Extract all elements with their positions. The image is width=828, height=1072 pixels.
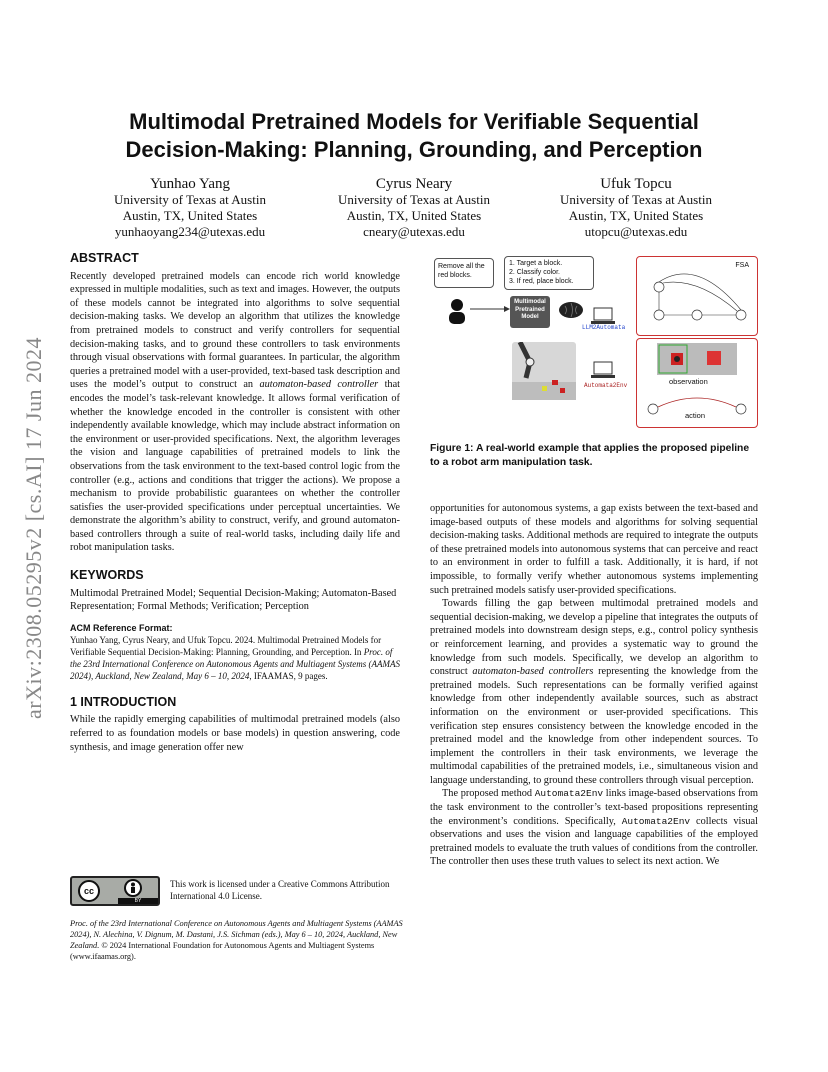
fsa-label: FSA bbox=[735, 262, 749, 269]
right-paragraph-2: Towards filling the gap between multimodal pretrained models and sequential decision-making, we develop a pipeline that integrates the outputs of pretrained models into downstream design steps, e.g., control policy synthesis or reinforcement learning, and provides a systematic way to ground the knowledge from such models. Specifically, we develop an algorithm to construct automaton-based controllers representing the knowledge from the pretrained models. Such representations can be formally verified against knowledge from other independently available sources, such as abstract information on the environment or user-provided specifications. This verification step ensures consistency between the knowledge encoded in the pretrained model and the knowledge from other independent sources. To implement the controllers in their task environments, we leverage the multimodal capabilities of the pretrained models, i.e., simultaneous vision and language understanding, to ground these controllers through visual perception. bbox=[430, 598, 758, 786]
author-block-2 bbox=[294, 176, 534, 240]
right-paragraph-3: The proposed method Automata2Env links image-based observations from the task environment to the controller’s text-based propositions representing the environment’s conditions. Specifically, Automata2Env collects visual observations and uses the vision and language capabilities of the employed pretrained models to evaluate the truth values of conditions from the controller. The controller then uses these truth values to select its next action. We bbox=[430, 788, 758, 868]
author-location: Austin, TX, United States bbox=[568, 208, 704, 223]
attribution-person-icon bbox=[124, 879, 142, 897]
author-name: Yunhao Yang bbox=[149, 176, 230, 192]
step-item: 2. Classify color. bbox=[509, 269, 560, 276]
laptop-icon bbox=[590, 306, 616, 326]
robot-arm-photo bbox=[512, 342, 576, 400]
abstract-heading: ABSTRACT bbox=[70, 251, 139, 265]
license-text: This work is licensed under a Creative Commons Attribution International 4.0 License. bbox=[170, 879, 390, 901]
acm-heading: ACM Reference Format: bbox=[70, 622, 173, 633]
cc-icon: cc bbox=[78, 880, 100, 902]
acm-reference bbox=[70, 622, 400, 682]
arxiv-stamp bbox=[14, 300, 54, 760]
author-affiliation: University of Texas at Austin bbox=[114, 192, 266, 207]
author-name: Cyrus Neary bbox=[375, 176, 453, 192]
fsa-box bbox=[636, 256, 758, 336]
left-column bbox=[70, 252, 400, 754]
author-affiliation: University of Texas at Austin bbox=[560, 192, 712, 207]
step-item: 3. If red, place block. bbox=[509, 278, 574, 285]
cc-by-badge[interactable] bbox=[70, 876, 160, 906]
right-column bbox=[430, 502, 758, 869]
user-prompt-bubble bbox=[434, 258, 494, 288]
llm-to-automata-label: LLM2Automata bbox=[582, 324, 626, 331]
intro-heading: 1 INTRODUCTION bbox=[70, 694, 177, 709]
keywords-heading: KEYWORDS bbox=[70, 568, 144, 583]
steps-bubble bbox=[504, 256, 594, 290]
observation-box bbox=[636, 338, 758, 428]
abstract-text: Recently developed pretrained models can encode rich world knowledge expressed in multiple modalities, such as text and images. However, the outputs of these models cannot be integrated into algorithms to solve sequential decision-making tasks. We develop an algorithm that utilizes the knowledge from pretrained models to construct and verify controllers for sequential decision-making tasks, and to ground these controllers to task environments through visual observations with formal guarantees. In particular, the algorithm queries a pretrained model with a user-provided, text-based task description and uses the model’s output to construct an automaton-based controller that encodes the model’s task-relevant knowledge. It allows formal verification of whether the knowledge encoded in the controller is consistent with other independently available knowledge, which may include abstract information on the environment or user-provided specifications. Next, the algorithm leverages the vision and language capabilities of pretrained models to link the observations from the task environment to the text-based control logic from the controller (e.g., actions and conditions that trigger the actions). We propose a mechanism to provide probabilistic guarantees on whether the controller satisfies the user-provided specifications under perceptual uncertainties. We demonstrate the algorithm’s ability to construct, verify, and ground automaton-based controllers through a suite of real-world tasks, including daily life and robot manipulation tasks. bbox=[70, 270, 401, 554]
acm-text: Yunhao Yang, Cyrus Neary, and Ufuk Topcu. 2024. Multimodal Pretrained Models for Verifiable Sequential Decision-Making: Planning, Grounding, and Perception. In Proc. of the 23rd International Conference on Autonomous Agents and Multiagent Systems (AAMAS 2024), Auckland, New Zealand, May 6 – 10, 2024, IFAAMAS, 9 pages. bbox=[70, 634, 400, 681]
title-line-1: Multimodal Pretrained Models for Verifiable Sequential bbox=[129, 109, 699, 134]
author-location: Austin, TX, United States bbox=[346, 208, 482, 223]
keywords-text: Multimodal Pretrained Model; Sequential Decision-Making; Automaton-Based Representation; Formal Methods; Verification; Perception bbox=[70, 587, 397, 613]
brain-icon bbox=[558, 300, 584, 320]
author-email[interactable]: yunhaoyang234@utexas.edu bbox=[114, 224, 266, 239]
right-paragraph-1: opportunities for autonomous systems, a gap exists between the text-based and image-based outputs of these models and algorithms for solving sequential decision-making tasks. Additional methods are required to integrate the outputs of these pretrained models into autonomous systems that can perceive and react to an environment in order to fulfill a task. Additionally, it is hard, if not impossible, to formally verify whether autonomous systems implementing such pretrained models satisfy user-provided specifications. bbox=[430, 503, 758, 596]
arrow-to-model bbox=[470, 304, 510, 314]
author-email[interactable]: utopcu@utexas.edu bbox=[584, 224, 688, 239]
by-label: BY bbox=[118, 898, 158, 904]
figure-caption: Figure 1: A real-world example that applies the proposed pipeline to a robot arm manipulation task. bbox=[430, 443, 750, 468]
author-email[interactable]: cneary@utexas.edu bbox=[363, 224, 465, 239]
author-affiliation: University of Texas at Austin bbox=[338, 192, 490, 207]
intro-text: While the rapidly emerging capabilities of multimodal pretrained models (also referred to as foundation models or base models) in question answering, code synthesis, and image generation offer new bbox=[70, 714, 400, 753]
title-line-2: Decision-Making: Planning, Grounding, and Perception bbox=[125, 137, 703, 162]
user-prompt-text: Remove all the red blocks. bbox=[438, 263, 485, 279]
model-box: Multimodal Pretrained Model bbox=[510, 296, 550, 328]
step-item: 1. Target a block. bbox=[509, 260, 563, 267]
author-block-3 bbox=[516, 176, 756, 240]
laptop-icon bbox=[590, 360, 616, 380]
user-person-icon bbox=[446, 298, 468, 324]
license-block bbox=[70, 876, 410, 912]
proceedings-note: Proc. of the 23rd International Conference on Autonomous Agents and Multiagent Systems (AAMAS 2024), N. Alechina, V. Dignum, M. Dastani, J.S. Sichman (eds.), May 6 – 10, 2024, Auckland, New Zealand. © 2024 International Foundation for Autonomous Agents and Multiagent Systems (www.ifaamas.org). bbox=[70, 919, 403, 961]
observation-label: observation bbox=[669, 377, 708, 386]
author-name: Ufuk Topcu bbox=[600, 176, 672, 192]
automata-to-env-label: Automata2Env bbox=[584, 382, 628, 389]
paper-title bbox=[70, 108, 758, 164]
figure-1 bbox=[430, 254, 760, 434]
observation-image bbox=[657, 343, 737, 375]
arxiv-id: arXiv:2308.05295v2 [cs.AI] 17 Jun 2024 bbox=[21, 337, 46, 719]
author-location: Austin, TX, United States bbox=[122, 208, 258, 223]
author-block-1 bbox=[70, 176, 310, 240]
action-label: action bbox=[685, 411, 706, 420]
